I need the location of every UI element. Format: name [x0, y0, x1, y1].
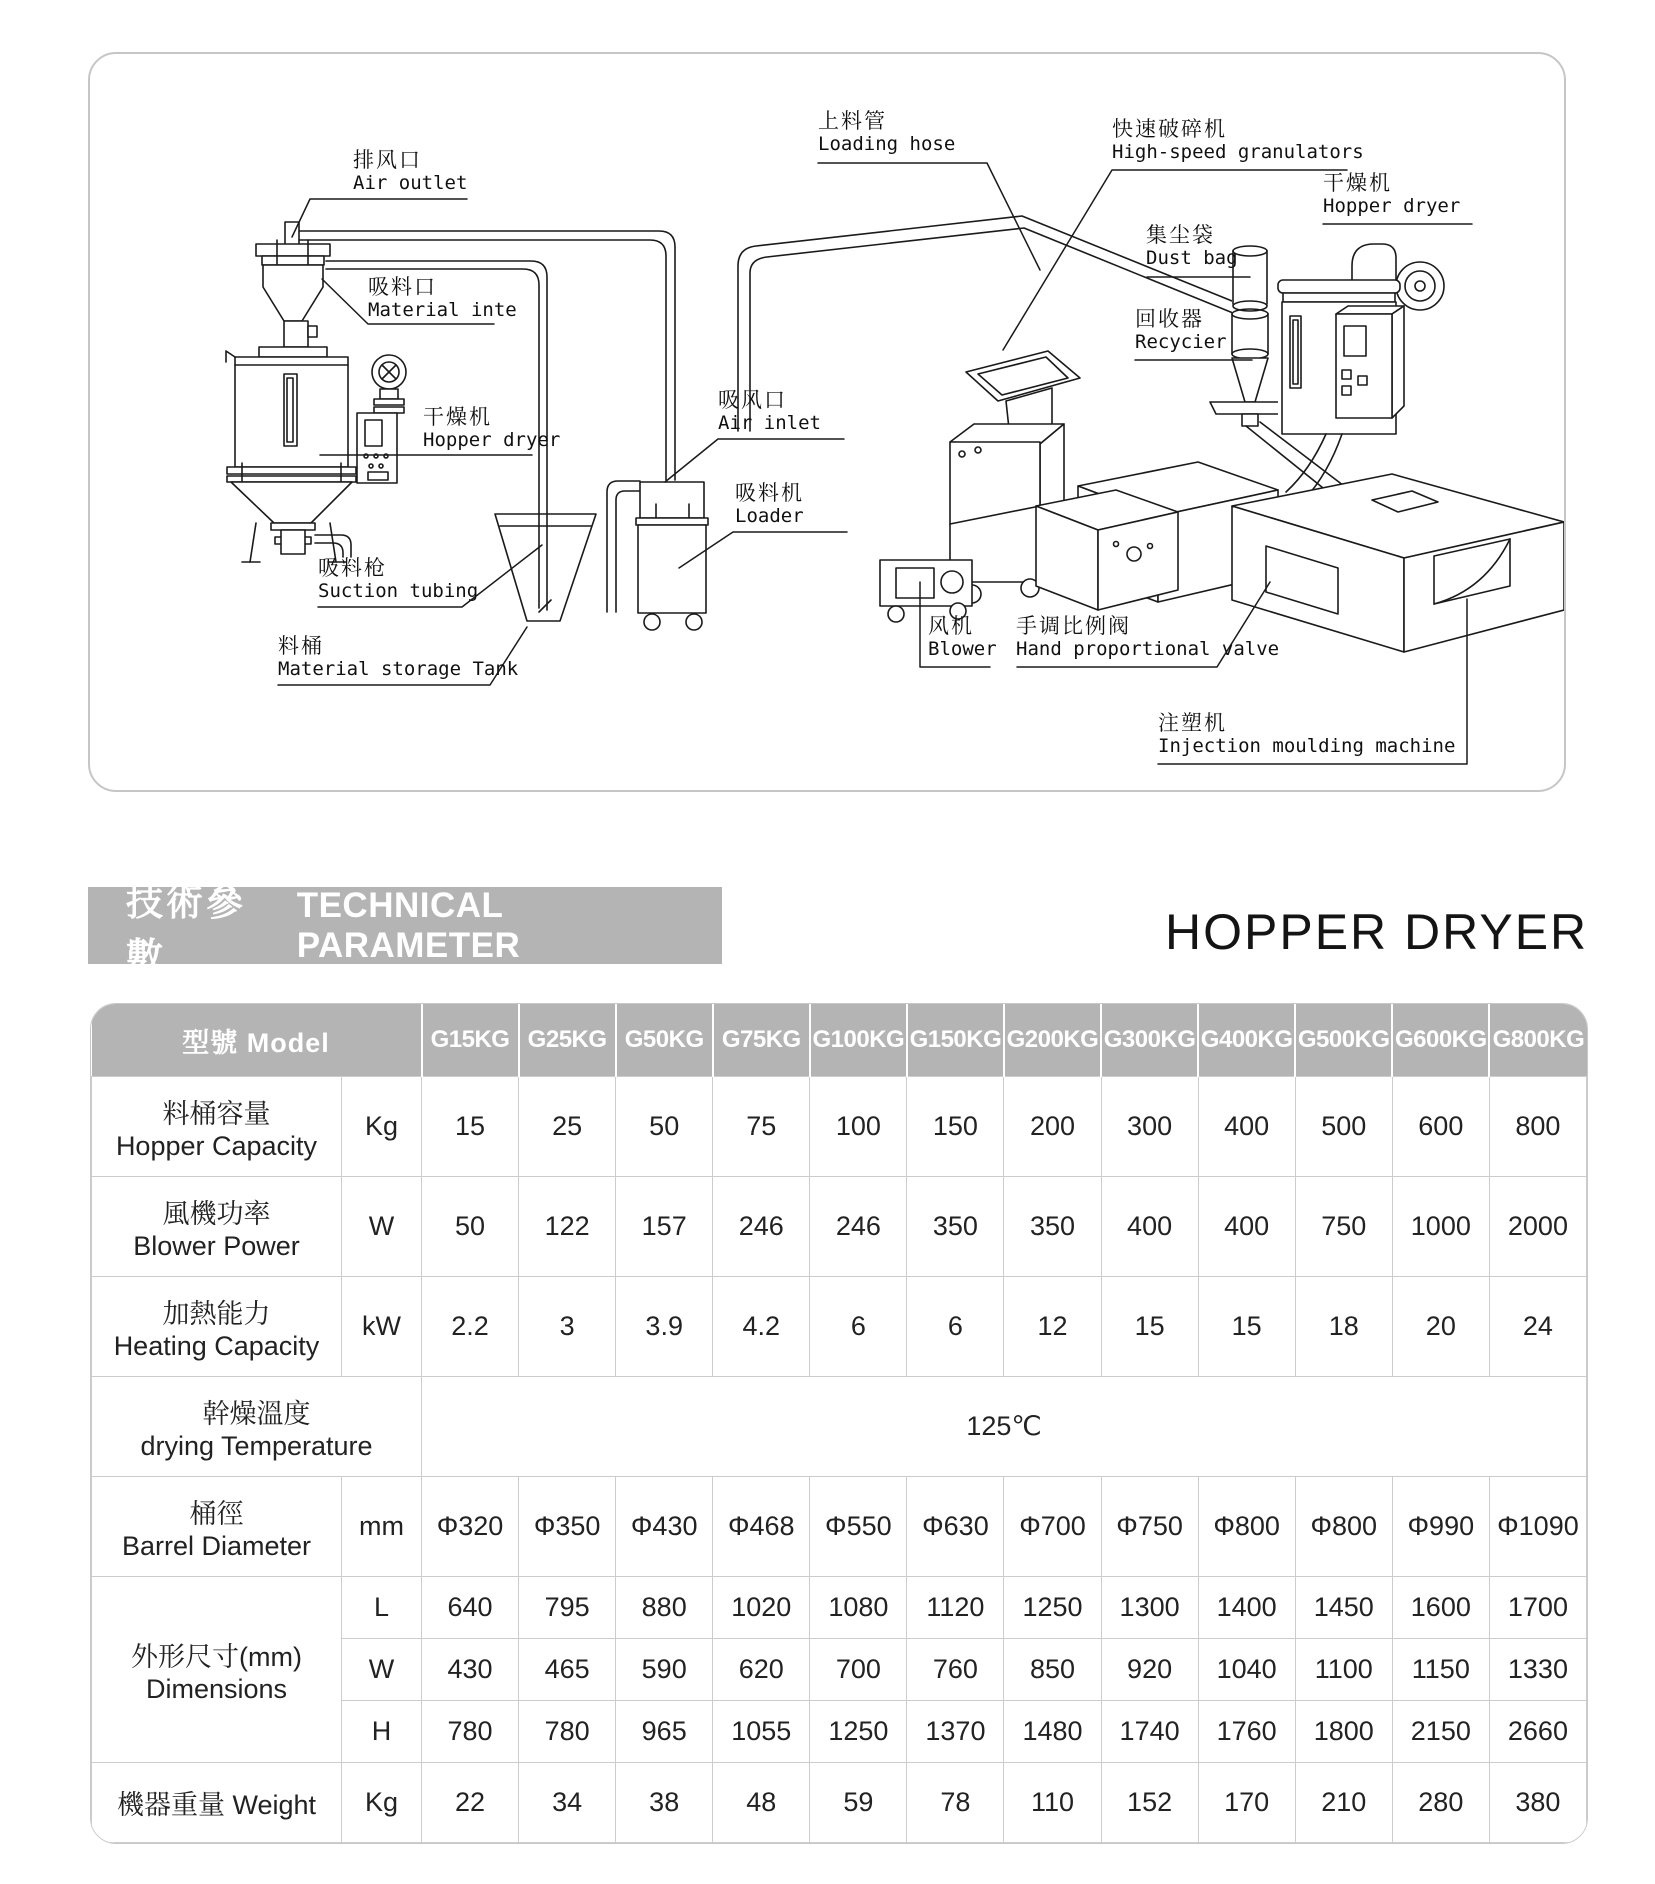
- value-cell: 18: [1295, 1277, 1392, 1377]
- value-cell: Φ630: [907, 1477, 1004, 1577]
- label-air-inlet: 吸风口 Air inlet: [718, 388, 821, 434]
- table-header-row: [92, 1004, 1587, 1077]
- value-cell: 1080: [810, 1577, 907, 1639]
- value-cell: 400: [1198, 1077, 1295, 1177]
- label-imm: 注塑机 Injection moulding machine: [1158, 711, 1456, 757]
- row-label: 機器重量 Weight: [92, 1763, 342, 1843]
- left-hopper-dryer-drawing: [226, 351, 356, 562]
- section-title-en: TECHNICAL PARAMETER: [296, 885, 521, 965]
- spec-table-head: [92, 1004, 1587, 1077]
- table-row: [92, 1077, 1587, 1177]
- spec-table: [91, 1004, 1587, 1843]
- value-cell: 22: [422, 1763, 519, 1843]
- value-cell: 465: [519, 1639, 616, 1701]
- value-cell: 795: [519, 1577, 616, 1639]
- value-cell: 152: [1101, 1763, 1198, 1843]
- value-cell: 1800: [1295, 1701, 1392, 1763]
- value-cell: Φ468: [713, 1477, 810, 1577]
- value-cell: Φ1090: [1489, 1477, 1586, 1577]
- label-air-outlet: 排风口 Air outlet: [353, 148, 468, 194]
- value-cell: Φ990: [1392, 1477, 1489, 1577]
- value-cell: 590: [616, 1639, 713, 1701]
- value-cell: 760: [907, 1639, 1004, 1701]
- value-cell: 2000: [1489, 1177, 1586, 1277]
- value-cell: 1700: [1489, 1577, 1586, 1639]
- value-cell: 1300: [1101, 1577, 1198, 1639]
- table-row: [92, 1277, 1587, 1377]
- label-hopper-dryer-left: 干燥机 Hopper dryer: [423, 405, 561, 451]
- value-cell: 1120: [907, 1577, 1004, 1639]
- value-cell: 25: [519, 1077, 616, 1177]
- model-column-header: 型號 Model: [92, 1004, 422, 1077]
- value-cell: 380: [1489, 1763, 1586, 1843]
- value-cell: 920: [1101, 1639, 1198, 1701]
- value-cell: Φ430: [616, 1477, 713, 1577]
- row-label: 外形尺寸(mm) Dimensions: [92, 1577, 342, 1763]
- page-title: HOPPER DRYER: [1165, 904, 1589, 960]
- value-cell: 34: [519, 1763, 616, 1843]
- label-storage-tank: 料桶 Material storage Tank: [278, 634, 519, 680]
- value-cell: Φ750: [1101, 1477, 1198, 1577]
- value-cell: 780: [422, 1701, 519, 1763]
- value-cell: Φ550: [810, 1477, 907, 1577]
- row-label: 加熱能力 Heating Capacity: [92, 1277, 342, 1377]
- label-granulators: 快速破碎机 High-speed granulators: [1112, 117, 1364, 163]
- value-cell: 38: [616, 1763, 713, 1843]
- value-cell: 400: [1198, 1177, 1295, 1277]
- value-cell: 1055: [713, 1701, 810, 1763]
- value-cell: Φ700: [1004, 1477, 1101, 1577]
- value-cell: 15: [1198, 1277, 1295, 1377]
- value-cell: Φ800: [1295, 1477, 1392, 1577]
- value-cell: 75: [713, 1077, 810, 1177]
- model-header-cell: G150KG: [907, 1004, 1004, 1077]
- row-unit: Kg: [342, 1763, 422, 1843]
- value-cell: Φ350: [519, 1477, 616, 1577]
- value-cell: 6: [810, 1277, 907, 1377]
- table-row: [92, 1177, 1587, 1277]
- material-receiver-drawing: [256, 222, 330, 357]
- spec-table-body: [92, 1077, 1587, 1843]
- row-label: 風機功率 Blower Power: [92, 1177, 342, 1277]
- value-cell: 1100: [1295, 1639, 1392, 1701]
- model-header-cell: G50KG: [616, 1004, 713, 1077]
- model-header-cell: G200KG: [1004, 1004, 1101, 1077]
- merged-value-cell: 125℃: [422, 1377, 1587, 1477]
- value-cell: 600: [1392, 1077, 1489, 1177]
- value-cell: 1600: [1392, 1577, 1489, 1639]
- value-cell: 1250: [810, 1701, 907, 1763]
- model-header-cell: G100KG: [810, 1004, 907, 1077]
- row-unit: W: [342, 1639, 422, 1701]
- value-cell: 210: [1295, 1763, 1392, 1843]
- value-cell: 3.9: [616, 1277, 713, 1377]
- value-cell: 2.2: [422, 1277, 519, 1377]
- value-cell: 700: [810, 1639, 907, 1701]
- value-cell: 200: [1004, 1077, 1101, 1177]
- value-cell: 1040: [1198, 1639, 1295, 1701]
- value-cell: 350: [907, 1177, 1004, 1277]
- label-dust-bag: 集尘袋 Dust bag: [1146, 223, 1238, 269]
- value-cell: 50: [422, 1177, 519, 1277]
- value-cell: 2660: [1489, 1701, 1586, 1763]
- value-cell: 78: [907, 1763, 1004, 1843]
- value-cell: 157: [616, 1177, 713, 1277]
- value-cell: 100: [810, 1077, 907, 1177]
- value-cell: 246: [713, 1177, 810, 1277]
- label-recycler: 回收器 Recycier: [1135, 307, 1227, 353]
- table-row: [92, 1577, 1587, 1639]
- model-header-cell: G75KG: [713, 1004, 810, 1077]
- value-cell: 59: [810, 1763, 907, 1843]
- row-unit: W: [342, 1177, 422, 1277]
- value-cell: 24: [1489, 1277, 1586, 1377]
- value-cell: 15: [422, 1077, 519, 1177]
- value-cell: 430: [422, 1639, 519, 1701]
- value-cell: 20: [1392, 1277, 1489, 1377]
- row-unit: mm: [342, 1477, 422, 1577]
- value-cell: 280: [1392, 1763, 1489, 1843]
- system-diagram-panel: [88, 52, 1566, 792]
- row-label: 幹燥溫度 drying Temperature: [92, 1377, 422, 1477]
- section-title-zh: 技術參數: [126, 881, 246, 977]
- label-hand-valve: 手调比例阀 Hand proportional valve: [1016, 614, 1280, 660]
- value-cell: 1450: [1295, 1577, 1392, 1639]
- technical-parameter-bar: [88, 881, 722, 977]
- row-unit: H: [342, 1701, 422, 1763]
- blower-cart-drawing: [880, 560, 972, 622]
- model-header-cell: G600KG: [1392, 1004, 1489, 1077]
- model-header-cell: G15KG: [422, 1004, 519, 1077]
- value-cell: 15: [1101, 1277, 1198, 1377]
- value-cell: 122: [519, 1177, 616, 1277]
- value-cell: 170: [1198, 1763, 1295, 1843]
- right-hopper-dryer-drawing: [1278, 244, 1444, 500]
- value-cell: 1370: [907, 1701, 1004, 1763]
- value-cell: Φ800: [1198, 1477, 1295, 1577]
- value-cell: Φ320: [422, 1477, 519, 1577]
- table-row: [92, 1763, 1587, 1843]
- table-row: [92, 1377, 1587, 1477]
- value-cell: 1740: [1101, 1701, 1198, 1763]
- row-unit: kW: [342, 1277, 422, 1377]
- model-header-cell: G300KG: [1101, 1004, 1198, 1077]
- value-cell: 1480: [1004, 1701, 1101, 1763]
- value-cell: 1250: [1004, 1577, 1101, 1639]
- row-unit: Kg: [342, 1077, 422, 1177]
- row-label: 料桶容量 Hopper Capacity: [92, 1077, 342, 1177]
- value-cell: 500: [1295, 1077, 1392, 1177]
- value-cell: 3: [519, 1277, 616, 1377]
- model-header-cell: G25KG: [519, 1004, 616, 1077]
- value-cell: 6: [907, 1277, 1004, 1377]
- value-cell: 48: [713, 1763, 810, 1843]
- value-cell: 246: [810, 1177, 907, 1277]
- value-cell: 150: [907, 1077, 1004, 1177]
- value-cell: 350: [1004, 1177, 1101, 1277]
- model-header-cell: G500KG: [1295, 1004, 1392, 1077]
- value-cell: 880: [616, 1577, 713, 1639]
- value-cell: 2150: [1392, 1701, 1489, 1763]
- value-cell: 110: [1004, 1763, 1101, 1843]
- value-cell: 1760: [1198, 1701, 1295, 1763]
- row-label: 桶徑 Barrel Diameter: [92, 1477, 342, 1577]
- label-suction-tubing: 吸料枪 Suction tubing: [318, 556, 479, 602]
- value-cell: 1400: [1198, 1577, 1295, 1639]
- value-cell: 4.2: [713, 1277, 810, 1377]
- label-material-inlet: 吸料口 Material inte: [368, 275, 517, 321]
- row-unit: L: [342, 1577, 422, 1639]
- value-cell: 1330: [1489, 1639, 1586, 1701]
- label-loader: 吸料机 Loader: [735, 481, 804, 527]
- label-loading-hose: 上料管 Loading hose: [818, 109, 956, 155]
- value-cell: 1150: [1392, 1639, 1489, 1701]
- value-cell: 780: [519, 1701, 616, 1763]
- value-cell: 965: [616, 1701, 713, 1763]
- label-blower: 风机 Blower: [928, 614, 997, 660]
- value-cell: 800: [1489, 1077, 1586, 1177]
- loader-drawing: [607, 481, 708, 630]
- value-cell: 750: [1295, 1177, 1392, 1277]
- value-cell: 12: [1004, 1277, 1101, 1377]
- model-header-cell: G400KG: [1198, 1004, 1295, 1077]
- dryer-blower-and-controller-drawing: [357, 355, 406, 483]
- value-cell: 620: [713, 1639, 810, 1701]
- label-hopper-dryer-right: 干燥机 Hopper dryer: [1323, 171, 1461, 217]
- table-row: [92, 1477, 1587, 1577]
- value-cell: 50: [616, 1077, 713, 1177]
- spec-table-wrap: [90, 1003, 1588, 1844]
- value-cell: 400: [1101, 1177, 1198, 1277]
- value-cell: 640: [422, 1577, 519, 1639]
- value-cell: 1020: [713, 1577, 810, 1639]
- model-header-cell: G800KG: [1489, 1004, 1586, 1077]
- value-cell: 850: [1004, 1639, 1101, 1701]
- value-cell: 300: [1101, 1077, 1198, 1177]
- value-cell: 1000: [1392, 1177, 1489, 1277]
